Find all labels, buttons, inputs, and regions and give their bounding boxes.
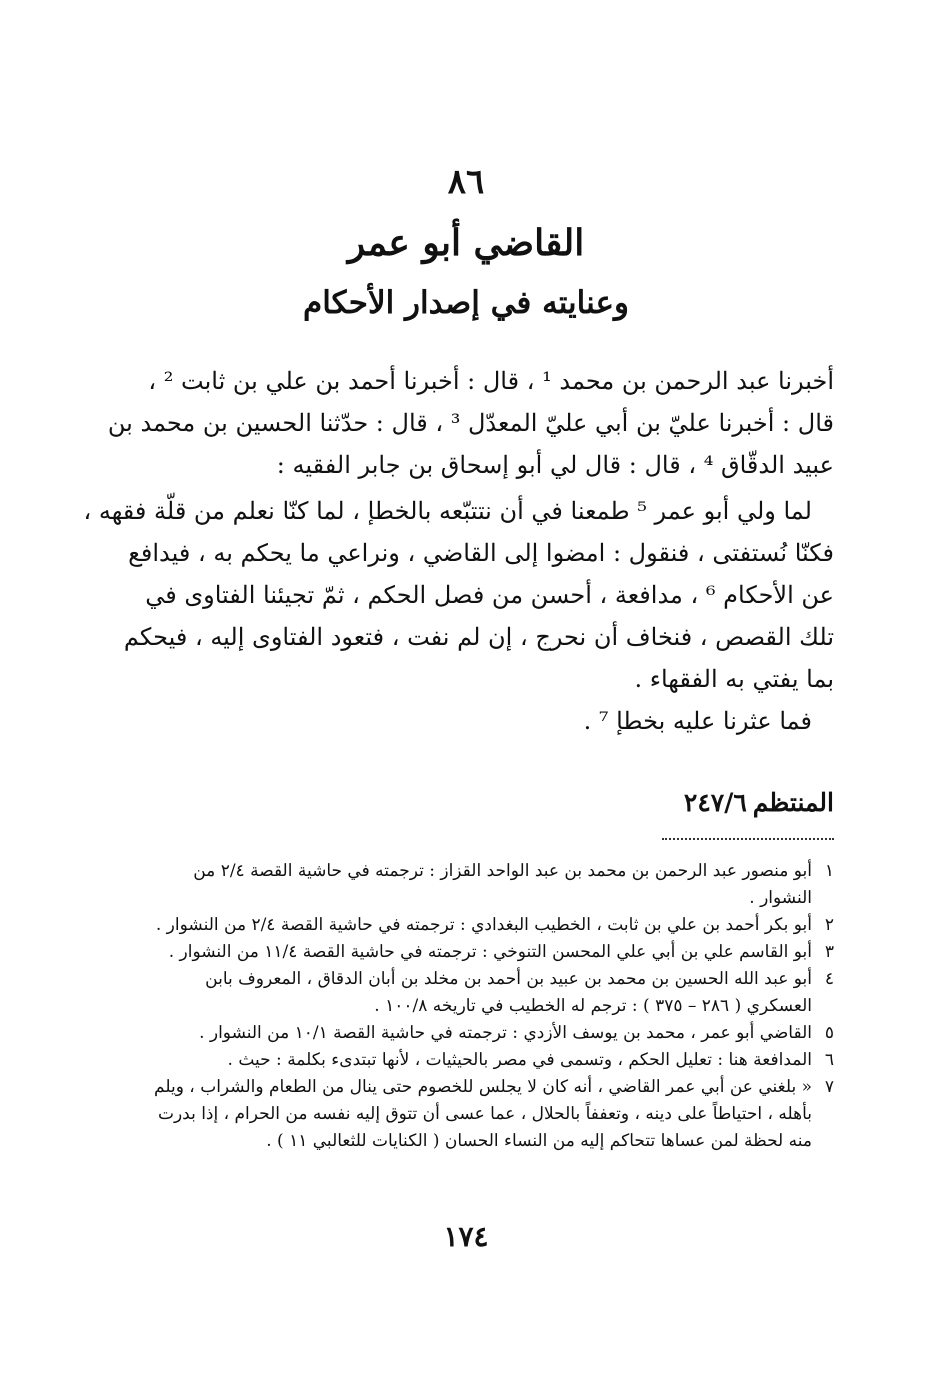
story-line: فكنّا نُستفتى ، فنقول : امضوا إلى القاضي ، ونراعي ما يحكم به ، فيدافع bbox=[128, 539, 834, 567]
footnote-number: ٥ bbox=[824, 1023, 834, 1043]
footnote-text: القاضي أبو عمر ، محمد بن يوسف الأزدي : ترجمته في حاشية القصة ١٠/١ من النشوار . bbox=[199, 1023, 812, 1043]
final-paragraph bbox=[194, 700, 834, 742]
footnote-item bbox=[154, 1047, 834, 1074]
story-line: عن الأحكام ⁶ ، مدافعة ، أحسن من فصل الحكم ، ثمّ تجيئنا الفتاوى في bbox=[145, 581, 834, 609]
footnote-item bbox=[154, 939, 834, 966]
isnad-paragraph bbox=[107, 360, 834, 486]
footnote-item bbox=[154, 1074, 834, 1155]
footnote-item bbox=[154, 966, 834, 1020]
story-title: القاضي أبو عمر bbox=[347, 222, 585, 264]
page-number: ١٧٤ bbox=[443, 1220, 489, 1253]
final-line: فما عثرنا عليه بخطإ ⁷ . bbox=[583, 707, 812, 735]
isnad-line: أخبرنا عبد الرحمن بن محمد ¹ ، قال : أخبرنا أحمد بن علي بن ثابت ² ، bbox=[148, 367, 834, 395]
footnote-text: أبو عبد الله الحسين بن محمد بن عبيد بن أحمد بن مخلد بن أبان الدقاق ، المعروف بابن العسكري ( ٢٨٦ – ٣٧٥ ) : ترجم له الخطيب في تاريخه ١٠٠/٨ . bbox=[205, 969, 812, 1016]
footnote-text: « بلغني عن أبي عمر القاضي ، أنه كان لا يجلس للخصوم حتى ينال من الطعام والشراب ، ويلم بأهله ، احتياطاً على دينه ، وتعففاً بالحلال ، عما عسى أن تتوق إليه نفسه من الحرام ، إذا بدرت منه لحظة لمن عساها تتحاكم إليه من النساء الحسان ( الكنايات للثعالبي ١١ ) . bbox=[154, 1077, 812, 1151]
story-line: تلك القصص ، فنخاف أن نحرج ، إن لم نفت ، فتعود الفتاوى إليه ، فيحكم bbox=[123, 623, 834, 651]
footnote-separator bbox=[662, 838, 834, 840]
footnote-number: ٤ bbox=[824, 969, 834, 989]
footnotes-list bbox=[154, 858, 834, 1155]
story-paragraph bbox=[83, 490, 834, 700]
footnote-number: ٢ bbox=[824, 915, 834, 935]
footnote-number: ١ bbox=[824, 861, 834, 881]
footnote-text: المدافعة هنا : تعليل الحكم ، وتسمى في مصر بالحيثيات ، لأنها تبتدىء بكلمة : حيث . bbox=[227, 1050, 812, 1070]
footnote-text: أبو بكر أحمد بن علي بن ثابت ، الخطيب البغدادي : ترجمته في حاشية القصة ٢/٤ من النشوار . bbox=[155, 915, 812, 935]
source-reference: ٢٤٧/٦ bbox=[683, 788, 747, 817]
source-citation bbox=[684, 788, 834, 817]
story-subtitle: وعنايته في إصدار الأحكام bbox=[303, 285, 629, 321]
story-line: لما ولي أبو عمر ⁵ طمعنا في أن نتتبّعه بالخطإ ، لما كنّا نعلم من قلّة فقهه ، bbox=[83, 497, 812, 525]
story-number: ٨٦ bbox=[447, 162, 485, 202]
story-line: بما يفتي به الفقهاء . bbox=[634, 665, 834, 693]
source-book: المنتظم bbox=[752, 788, 834, 817]
footnote-number: ٧ bbox=[824, 1077, 834, 1097]
footnote-text: أبو القاسم علي بن أبي علي المحسن التنوخي : ترجمته في حاشية القصة ١١/٤ من النشوار . bbox=[168, 942, 812, 962]
footnote-text: أبو منصور عبد الرحمن بن محمد بن عبد الواحد القزاز : ترجمته في حاشية القصة ٢/٤ من النشوار . bbox=[193, 861, 812, 908]
footnote-item bbox=[154, 858, 834, 912]
story-body bbox=[83, 360, 834, 742]
isnad-line: قال : أخبرنا عليّ بن أبي عليّ المعدّل ³ ، قال : حدّثنا الحسين بن محمد بن bbox=[107, 409, 834, 437]
isnad-line: عبيد الدقّاق ⁴ ، قال : قال لي أبو إسحاق بن جابر الفقيه : bbox=[276, 451, 834, 479]
footnote-item bbox=[154, 1020, 834, 1047]
footnote-number: ٦ bbox=[824, 1050, 834, 1070]
footnote-item bbox=[154, 912, 834, 939]
footnote-number: ٣ bbox=[824, 942, 834, 962]
